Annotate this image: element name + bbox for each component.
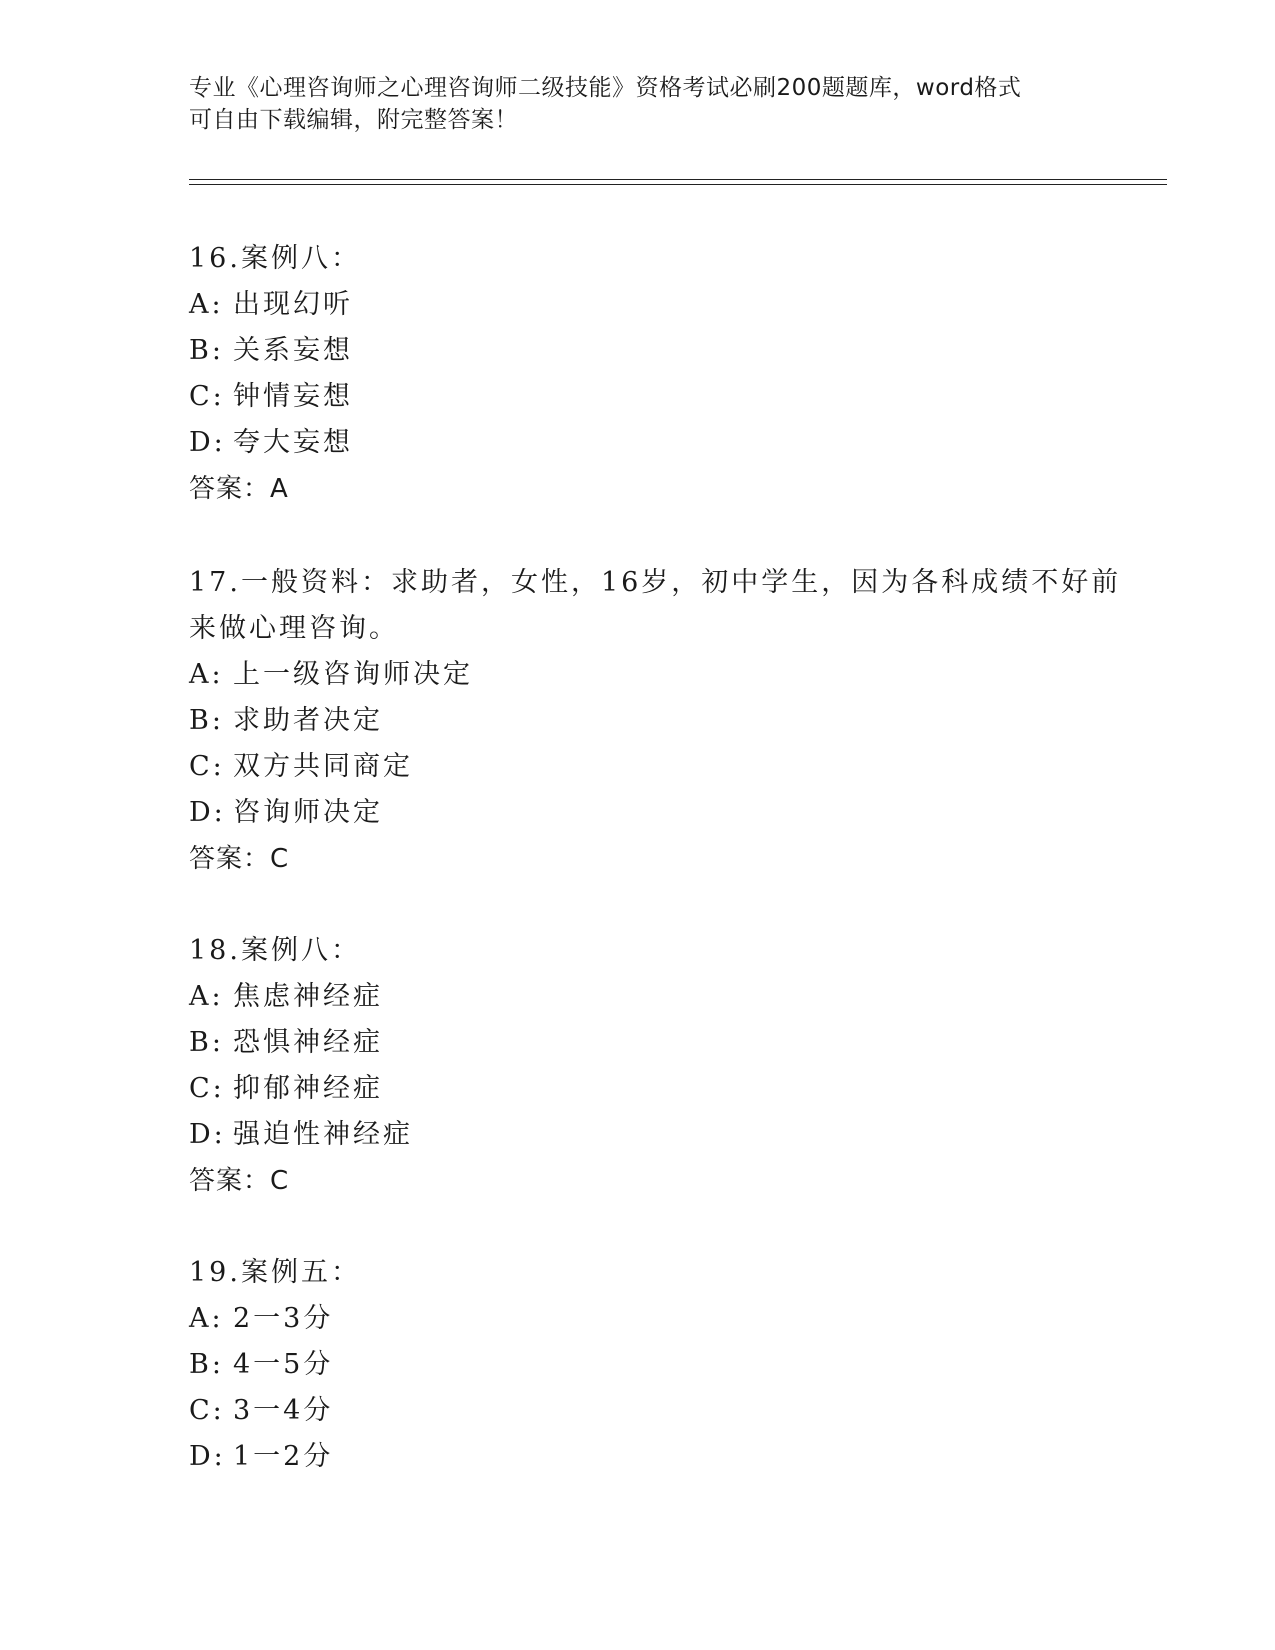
option-text: 关系妄想 xyxy=(233,335,353,366)
question-stem: 19.案例五： xyxy=(189,1257,361,1288)
option-b xyxy=(189,1020,1089,1066)
option-c xyxy=(189,374,1089,420)
option-d xyxy=(189,790,1089,836)
option-c xyxy=(189,1388,1089,1434)
option-text: 焦虑神经症 xyxy=(233,981,383,1012)
answer-line: 答案：A xyxy=(189,474,289,504)
option-letter: D: xyxy=(189,1441,226,1472)
option-letter: A: xyxy=(189,289,224,320)
option-text: 恐惧神经症 xyxy=(233,1027,383,1058)
option-a xyxy=(189,282,1089,328)
option-letter: B: xyxy=(189,1349,224,1380)
option-letter: D: xyxy=(189,1119,226,1150)
question-stem: 17.一般资料：求助者，女性，16岁，初中学生，因为各科成绩不好前 xyxy=(189,567,1122,598)
option-letter: C: xyxy=(189,1395,225,1426)
option-text: 强迫性神经症 xyxy=(233,1119,413,1150)
option-a xyxy=(189,974,1089,1020)
option-a xyxy=(189,1296,1089,1342)
option-text: 2一3分 xyxy=(233,1303,334,1334)
header-subtitle-line: 可自由下载编辑，附完整答案！ xyxy=(189,107,518,133)
option-letter: B: xyxy=(189,705,224,736)
option-b xyxy=(189,1342,1089,1388)
option-d xyxy=(189,420,1089,466)
question-stem: 18.案例八： xyxy=(189,935,361,966)
option-letter: B: xyxy=(189,335,224,366)
option-d xyxy=(189,1434,1089,1480)
option-text: 3一4分 xyxy=(233,1395,334,1426)
option-letter: B: xyxy=(189,1027,224,1058)
option-b xyxy=(189,328,1089,374)
option-c xyxy=(189,744,1089,790)
option-text: 上一级咨询师决定 xyxy=(233,659,473,690)
option-letter: C: xyxy=(189,1073,225,1104)
option-letter: A: xyxy=(189,981,224,1012)
option-text: 出现幻听 xyxy=(233,289,353,320)
document-header xyxy=(189,72,1089,136)
header-divider-bottom xyxy=(189,184,1167,185)
option-text: 钟情妄想 xyxy=(233,381,353,412)
question-19 xyxy=(189,1250,1089,1480)
option-text: 求助者决定 xyxy=(233,705,383,736)
option-a xyxy=(189,652,1089,698)
option-text: 抑郁神经症 xyxy=(233,1073,383,1104)
question-stem: 16.案例八： xyxy=(189,243,361,274)
header-title-line: 专业《心理咨询师之心理咨询师二级技能》资格考试必刷200题题库，word格式 xyxy=(189,75,1022,101)
option-letter: A: xyxy=(189,659,224,690)
option-b xyxy=(189,698,1089,744)
header-divider-top xyxy=(189,179,1167,180)
question-17 xyxy=(189,560,1122,882)
question-stem-continued: 来做心理咨询。 xyxy=(189,613,399,644)
option-letter: A: xyxy=(189,1303,224,1334)
option-letter: D: xyxy=(189,797,226,828)
option-text: 咨询师决定 xyxy=(233,797,383,828)
option-text: 4一5分 xyxy=(233,1349,334,1380)
answer-line: 答案：C xyxy=(189,1166,290,1196)
option-text: 1一2分 xyxy=(233,1441,334,1472)
option-text: 夸大妄想 xyxy=(233,427,353,458)
option-letter: C: xyxy=(189,751,225,782)
option-text: 双方共同商定 xyxy=(233,751,413,782)
option-c xyxy=(189,1066,1089,1112)
option-letter: C: xyxy=(189,381,225,412)
option-letter: D: xyxy=(189,427,226,458)
question-18 xyxy=(189,928,1089,1204)
question-16 xyxy=(189,236,1089,512)
answer-line: 答案：C xyxy=(189,844,290,874)
option-d xyxy=(189,1112,1089,1158)
